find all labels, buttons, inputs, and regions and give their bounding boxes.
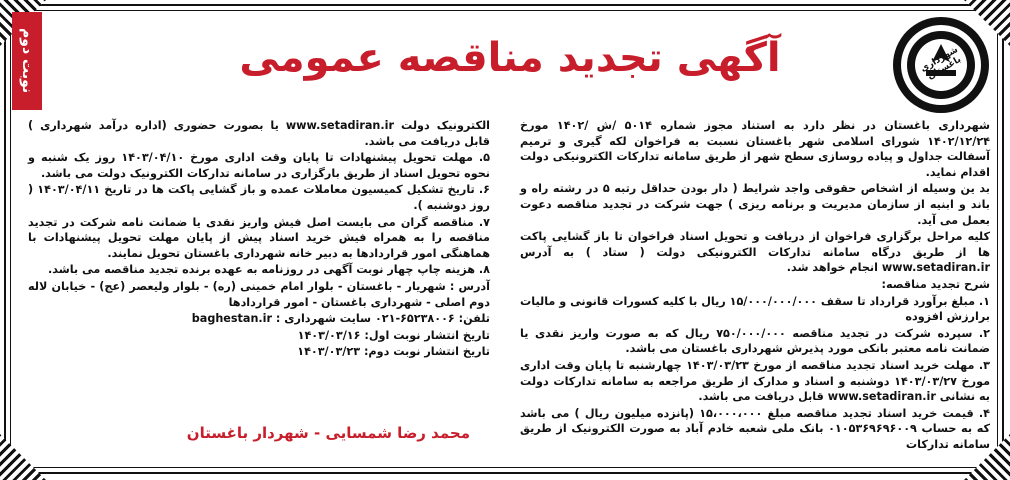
right-column bbox=[520, 118, 990, 453]
second-publish-date: تاریخ انتشار نوبت دوم: ۱۴۰۳/۰۳/۲۳ bbox=[297, 345, 490, 359]
first-publish-date: تاریخ انتشار نوبت اول: ۱۴۰۳/۰۳/۱۶ bbox=[297, 328, 490, 342]
emblem-label: شهرداری باغستان bbox=[919, 44, 963, 82]
badge-text: نوبت دوم bbox=[19, 28, 35, 94]
continuation-paragraph: الکترونیک دولت www.setadiran.ir یا بصورت حضوری (اداره درآمد شهرداری ) قابل دریافت می باشد. bbox=[28, 119, 490, 148]
procedure-paragraph: کلیه مراحل برگزاری فراخوان از دریافت و تحویل اسناد فراخوان تا باز گشایی پاکت ها از طریق درگاه سامانه تدارکات الکترونیکی دولت ( ستاد ) به آدرس www.setadiran.ir انجام خواهد شد. bbox=[520, 230, 990, 275]
address-line: آدرس : شهریار - باغستان - بلوار امام خمینی (ره) - بلوار ولیعصر (عج) - خیابان لاله دوم اصلی - شهرداری باغستان - امور قراردادها bbox=[28, 279, 490, 309]
phone-line: تلفن: ۶۵۲۳۸۰۰۶-۰۲۱ سایت شهرداری : baghestan.ir bbox=[191, 312, 490, 326]
notice-title: آگهی تجدید مناقصه عمومی bbox=[239, 35, 781, 81]
mayor-signature: محمد رضا شمسایی - شهردار باغستان bbox=[186, 424, 470, 442]
list-item: ۳. مهلت خرید اسناد تجدید مناقصه از مورخ ۱۴۰۳/۰۳/۲۳ چهارشنبه تا پایان وقت اداری مورخ ۱۴۰۳/۰۳/۲۷ دوشنبه و اسناد و مدارک از طریق مراجعه به سامانه تدارکات دولت به نشانی www.setadiran.ir قابل دریافت می باشد. bbox=[520, 358, 991, 404]
municipality-emblem-icon bbox=[890, 14, 992, 116]
list-item: ۸. هزینه چاپ چهار نوبت آگهی در روزنامه به عهده برنده تجدید مناقصه می باشد. bbox=[47, 263, 490, 277]
intro-paragraph: شهرداری باغستان در نظر دارد به استناد مجوز شماره ۵۰۱۴ /ش /۱۴۰۲ مورخ ۱۴۰۲/۱۲/۲۴ شورای اسلامی شهر باغستان نسبت به فراخوان لکه گیری و ترمیم آسفالت جداول و پیاده روسازی سطح شهر از طریق سامانه تدارکات الکترونیکی دولت اقدام نماید. bbox=[520, 119, 990, 179]
list-item: ۷. مناقصه گران می بایست اصل فیش واریز نقدی یا ضمانت نامه شرکت در تجدید مناقصه را به همراه فیش خرید اسناد پیش از پایان مهلت تحویل پیشنهادات با هماهنگی امور قراردادها به دبیر خانه شهرداری باغستان تحویل نمایند. bbox=[28, 215, 490, 260]
list-item: ۵. مهلت تحویل پیشنهادات تا پایان وقت اداری مورخ ۱۴۰۳/۰۴/۱۰ روز یک شنبه و نحوه تحویل اسناد از طریق بارگزاری در سامانه تدارکات الکترونیک دولت می باشد. bbox=[28, 151, 490, 180]
list-item: ۶. تاریخ تشکیل کمیسیون معاملات عمده و باز گشایی پاکت ها در تاریخ ۱۴۰۳/۰۴/۱۱ ( روز دوشنبه ). bbox=[28, 183, 491, 212]
second-round-badge bbox=[12, 12, 42, 110]
list-item: ۱. مبلغ برآورد قرارداد تا سقف ۱۵/۰۰۰/۰۰۰/۰۰۰ ریال با کلیه کسورات قانونی و مالیات برارزش افزوده bbox=[520, 294, 990, 324]
section-heading: شرح تجدید مناقصه: bbox=[881, 277, 990, 291]
invitation-paragraph: بد ین وسیله از اشخاص حقوقی واجد شرایط ( دار بودن حداقل رتبه ۵ در رشته راه و باند و ابنیه از سازمان مدیریت و برنامه ریزی ) جهت شرکت در تجدید مناقصه دعوت بعمل می آید. bbox=[520, 182, 990, 227]
left-column bbox=[28, 118, 490, 361]
list-item: ۲. سپرده شرکت در تجدید مناقصه ۷۵۰/۰۰۰/۰۰۰ ریال که به صورت واریز نقدی یا ضمانت نامه معتبر بانکی مورد پذیرش شهرداری باغستان می باشد. bbox=[520, 326, 991, 356]
list-item: ۴. قیمت خرید اسناد تجدید مناقصه مبلغ ۱۵،۰۰۰،۰۰۰ (پانزده میلیون ریال ) می باشد که به حساب ۰۱۰۵۳۶۹۶۹۶۰۰۹ بانک ملی شعبه خادم آباد به صورت الکترونیک از طریق سامانه تدارکات bbox=[520, 406, 990, 451]
